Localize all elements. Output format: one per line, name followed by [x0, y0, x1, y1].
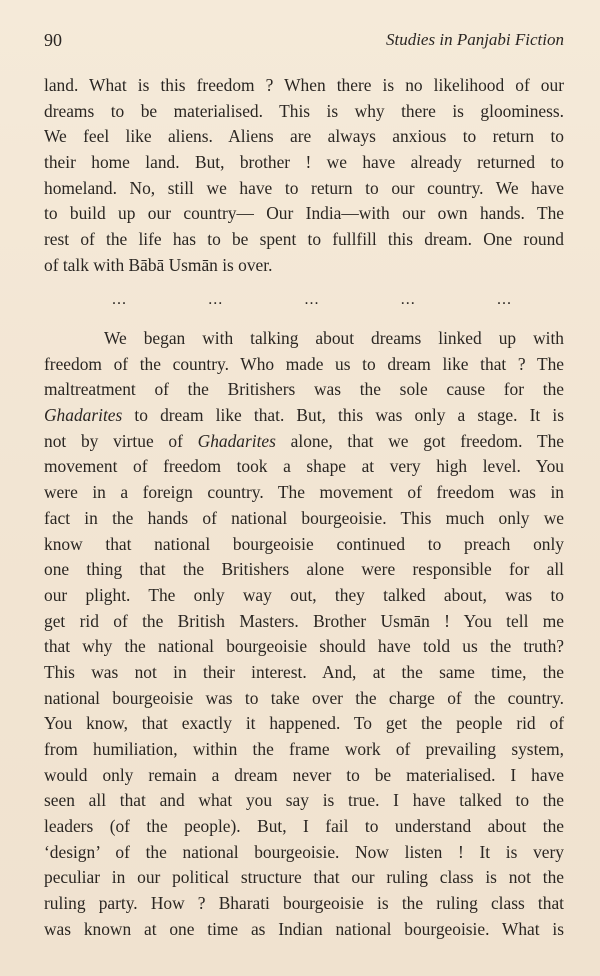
text-line: dreams to be materialised. This is why there is gloominess. — [44, 100, 564, 121]
text-line: to build up our country— Our India—with our own hands. The — [44, 203, 564, 224]
text-run: to dream like that. But, this was only a stage. It is — [122, 405, 564, 426]
separator-dots: ... — [497, 291, 512, 308]
paragraph-2 — [44, 326, 564, 943]
text-line: ‘design’ of the national bourgeoisie. Now listen ! It is very — [44, 841, 564, 862]
text-line: rest of the life has to be spent to fullfill this dream. One round — [44, 229, 564, 250]
text-line: You know, that exactly it happened. To get the people rid of — [44, 713, 564, 734]
text-line: ruling party. How ? Bharati bourgeoisie is the ruling class that — [44, 893, 564, 914]
separator-dots: ... — [112, 291, 127, 308]
text-line: get rid of the British Masters. Brother Usmān ! You tell me — [44, 610, 564, 631]
text-line — [44, 429, 564, 455]
text-line: peculiar in our political structure that our ruling class is not the — [44, 867, 564, 888]
text-line — [44, 403, 564, 429]
page-number: 90 — [44, 30, 62, 50]
text-line: national bourgeoisie was to take over the charge of the country. — [44, 687, 564, 708]
text-line: maltreatment of the Britishers was the sole cause for the — [44, 379, 564, 400]
text-line: We began with talking about dreams linked up with — [104, 328, 564, 348]
text-line: our plight. The only way out, they talked about, was to — [44, 584, 564, 605]
separator-dots: ... — [400, 291, 416, 308]
text-line: freedom of the country. Who made us to dream like that ? The — [44, 353, 564, 374]
text-line: We feel like aliens. Aliens are always anxious to return to — [44, 126, 564, 147]
section-separator — [112, 291, 512, 309]
text-line: homeland. No, still we have to return to our country. We have — [44, 177, 564, 198]
text-line: were in a foreign country. The movement of freedom was in — [44, 482, 564, 503]
text-line: their home land. But, brother ! we have already returned to — [44, 152, 564, 173]
text-line: would only remain a dream never to be materialised. I have — [44, 764, 564, 785]
text-line: leaders (of the people). But, I fail to understand about the — [44, 816, 564, 837]
italic-term: Ghadarites — [44, 405, 123, 426]
text-line: was known at one time as Indian national bourgeoisie. What is — [44, 918, 564, 939]
running-title: Studies in Panjabi Fiction — [385, 30, 564, 49]
text-line: This was not in their interest. And, at the same time, the — [44, 661, 564, 682]
separator-dots: ... — [304, 291, 320, 308]
paragraph-1 — [44, 73, 564, 279]
text-line: seen all that and what you say is true. I have talked to the — [44, 790, 564, 811]
text-line: of talk with Bābā Usmān is over. — [44, 254, 273, 275]
separator-dots: ... — [208, 291, 224, 308]
text-run: alone, that we got freedom. The — [275, 430, 564, 451]
italic-term: Ghadarites — [197, 430, 276, 451]
text-line: land. What is this freedom ? When there is no likelihood of our — [44, 75, 564, 95]
text-line: fact in the hands of national bourgeoisie. This much only we — [44, 507, 564, 528]
text-line: that why the national bourgeoisie should have told us the truth? — [44, 636, 564, 657]
text-line: movement of freedom took a shape at very high level. You — [44, 456, 564, 477]
text-line: from humiliation, within the frame work of prevailing system, — [44, 739, 564, 759]
running-header — [44, 30, 564, 54]
text-line: one thing that the Britishers alone were responsible for all — [44, 559, 564, 580]
text-line: know that national bourgeoisie continued to preach only — [44, 533, 564, 554]
text-run: not by virtue of — [44, 430, 198, 451]
